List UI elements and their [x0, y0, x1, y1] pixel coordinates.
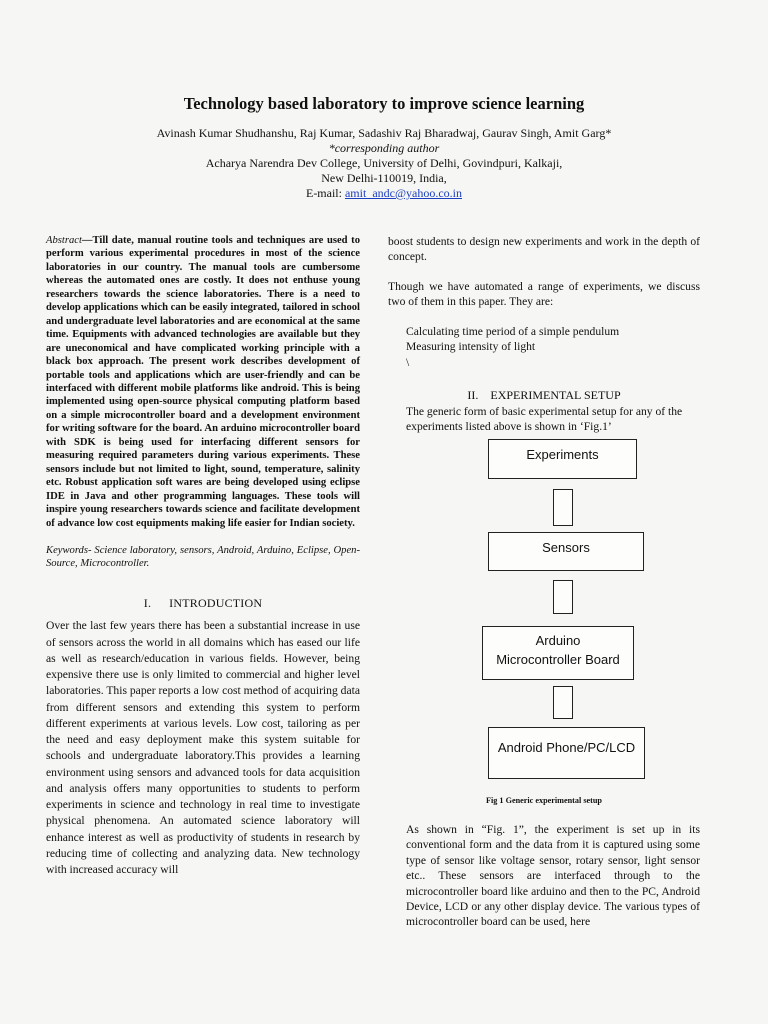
figure-caption: Fig 1 Generic experimental setup: [486, 796, 602, 805]
setup-text: The generic form of basic experimental setup for any of the experiments listed above is shown in ‘Fig.1’: [406, 404, 683, 433]
section-title: INTRODUCTION: [169, 595, 263, 610]
affiliation-line-1: Acharya Narendra Dev College, University of Delhi, Govindpuri, Kalkaji,: [205, 156, 563, 170]
section-number: I.: [143, 595, 152, 610]
abstract: [46, 234, 360, 530]
email-line: [0, 186, 768, 201]
introduction-text: Over the last few years there has been a substantial increase in use of sensors across the world in all domains which has eased our life as well as research/education in various fields. However, being expensive there use is only limited to commercial and higher level laboratories. This paper reports a low cost method of acquiring data from different sensors and extending this system to perform different experiments at various levels. Low cost, tailoring as per the need and easy deployment make this system suitable for schools and undergraduate laboratory.This provides a learning environment using sensors and advanced tools for data acquisition and analysis offers many opportunities to students to perform experiments in science and technology in real time to investigate physical phenomena. An automated science laboratory will enhance interest as well as productivity of students in research by reducing time of collecting and analyzing data. New technology with increased accuracy will: [46, 619, 360, 877]
list-item: Measuring intensity of light: [406, 340, 536, 354]
diagram-connector: [553, 686, 573, 719]
diagram-connector: [553, 580, 573, 614]
list-item: Calculating time period of a simple pendulum: [406, 324, 620, 338]
keywords: Keywords- Science laboratory, sensors, Android, Arduino, Eclipse, Open-Source, Microcontroller.: [46, 544, 360, 570]
abstract-text: Till date, manual routine tools and techniques are used to perform various experimental procedures in most of the science laboratories in our country. The manual tools are cumbersome whereas the automated ones are costly. It does not enthuse young researchers towards the science laboratories. There is a need to develop applications which can be easily integrated, tailored in school and undergraduate level laboratories and are economical at the same time. Equipments with advanced technologies are available but they are uneconomical and have complicated working principle with a black box approach. The present work describes development of portable tools and applications which are user-friendly and can be interfaced with different mobile platforms like android. This is being implemented using open-source physical computing platform based on a simple microcontroller board and a development environment for writing software for the board. An arduino microcontroller board with SDK is being used for interfacing different sensors for measuring required parameters during various experiments. These sensors include but not limited to light, sound, temperature, salinity etc. Robust application soft wares are being developed using eclipse IDE in Java and other programming languages. These tools will inspire young researchers towards science and facilitate development of advance low cost equipments making life easier for Indian society.: [46, 235, 360, 529]
diagram-box-display-device: Android Phone/PC/LCD: [488, 727, 645, 779]
section-number: II.: [467, 388, 479, 403]
email-label: E-mail:: [305, 186, 345, 200]
diagram-box-arduino: Arduino Microcontroller Board: [482, 626, 634, 680]
experiment-list: [406, 324, 700, 371]
paper-title: Technology based laboratory to improve science learning: [183, 94, 585, 113]
figure-discussion-text: As shown in “Fig. 1”, the experiment is set up in its conventional form and the data from it is captured using some type of sensor like voltage sensor, rotary sensor, light sensor etc.. These sensors are interfaced through to the microcontroller board like arduino and then to the PC, Android Device, LCD or any other display device. The various types of microcontroller board can be used, here: [406, 823, 700, 929]
author-list: Avinash Kumar Shudhanshu, Raj Kumar, Sadashiv Raj Bharadwaj, Gaurav Singh, Amit Garg*: [156, 126, 612, 140]
corresponding-note: *corresponding author: [328, 141, 440, 155]
left-column: [46, 234, 360, 878]
paragraph: boost students to design new experiments and work in the depth of concept.: [388, 235, 700, 264]
list-item: \: [406, 355, 410, 369]
email-link[interactable]: amit_andc@yahoo.co.in: [344, 186, 463, 200]
abstract-label: Abstract: [46, 235, 82, 246]
paragraph: Though we have automated a range of experiments, we discuss two of them in this paper. They are:: [388, 279, 700, 309]
diagram-box-sensors: Sensors: [488, 532, 644, 571]
abstract-dash: —: [81, 235, 93, 246]
section-heading-introduction: [46, 597, 360, 610]
diagram-connector: [553, 489, 573, 526]
right-column: [388, 234, 700, 434]
section-heading-experimental-setup: [388, 388, 700, 403]
author-block: [0, 126, 768, 201]
affiliation-line-2: New Delhi-110019, India,: [321, 171, 447, 185]
diagram-box-experiments: Experiments: [488, 439, 637, 479]
section-title: EXPERIMENTAL SETUP: [490, 388, 621, 403]
